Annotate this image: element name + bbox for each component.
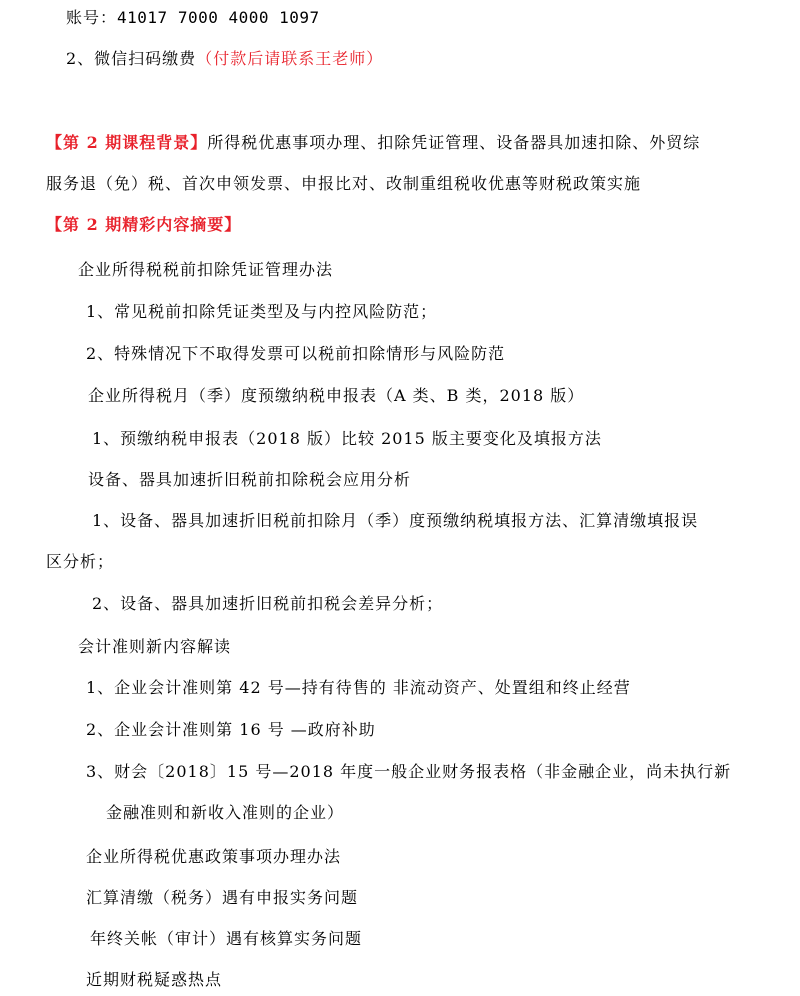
topic-4-title: 会计准则新内容解读 [78, 637, 232, 656]
topic-2-title: 企业所得税月（季）度预缴纳税申报表（A 类、B 类，2018 版） [88, 386, 585, 405]
topic-4-item-2: 2、企业会计准则第 16 号 —政府补助 [86, 720, 376, 739]
account-number: 41017 7000 4000 1097 [117, 8, 320, 27]
topic-4-item-3-cont: 金融准则和新收入准则的企业） [106, 803, 345, 822]
topic-8-title: 近期财税疑惑热点 [86, 970, 223, 989]
wechat-pay-note: （付款后请联系王老师） [196, 49, 384, 68]
topic-7-title: 年终关帐（审计）遇有核算实务问题 [90, 929, 363, 948]
background-heading: 【第 2 期课程背景】 [46, 133, 208, 152]
topic-3-item-2: 2、设备、器具加速折旧税前扣税会差异分析； [92, 594, 444, 613]
background-text-2: 服务退（免）税、首次申领发票、申报比对、改制重组税收优惠等财税政策实施 [46, 174, 642, 193]
topic-5-title: 企业所得税优惠政策事项办理办法 [86, 847, 342, 866]
topic-1-title: 企业所得税税前扣除凭证管理办法 [78, 260, 334, 279]
topic-6-title: 汇算清缴（税务）遇有申报实务问题 [86, 888, 359, 907]
background-text-1: 所得税优惠事项办理、扣除凭证管理、设备器具加速扣除、外贸综 [207, 133, 701, 152]
topic-1-item-1: 1、常见税前扣除凭证类型及与内控风险防范； [86, 302, 438, 321]
topic-3-item-1-cont: 区分析； [46, 552, 115, 571]
wechat-pay-line [66, 49, 383, 69]
topic-3-title: 设备、器具加速折旧税前扣除税会应用分析 [88, 470, 412, 489]
account-label: 账号： [66, 8, 118, 27]
topic-4-item-1: 1、企业会计准则第 42 号—持有待售的 非流动资产、处置组和终止经营 [86, 678, 631, 697]
account-line [66, 8, 320, 28]
background-line-1 [46, 133, 700, 153]
topic-4-item-3: 3、财会〔2018〕15 号—2018 年度一般企业财务报表格（非金融企业，尚未执行新 [86, 762, 732, 781]
topic-2-item-1: 1、预缴纳税申报表（2018 版）比较 2015 版主要变化及填报方法 [92, 429, 602, 448]
summary-heading: 【第 2 期精彩内容摘要】 [46, 215, 242, 234]
topic-3-item-1: 1、设备、器具加速折旧税前扣除月（季）度预缴纳税填报方法、汇算清缴填报误 [92, 511, 699, 530]
wechat-pay-text: 2、微信扫码缴费 [66, 49, 197, 68]
topic-1-item-2: 2、特殊情况下不取得发票可以税前扣除情形与风险防范 [86, 344, 506, 363]
